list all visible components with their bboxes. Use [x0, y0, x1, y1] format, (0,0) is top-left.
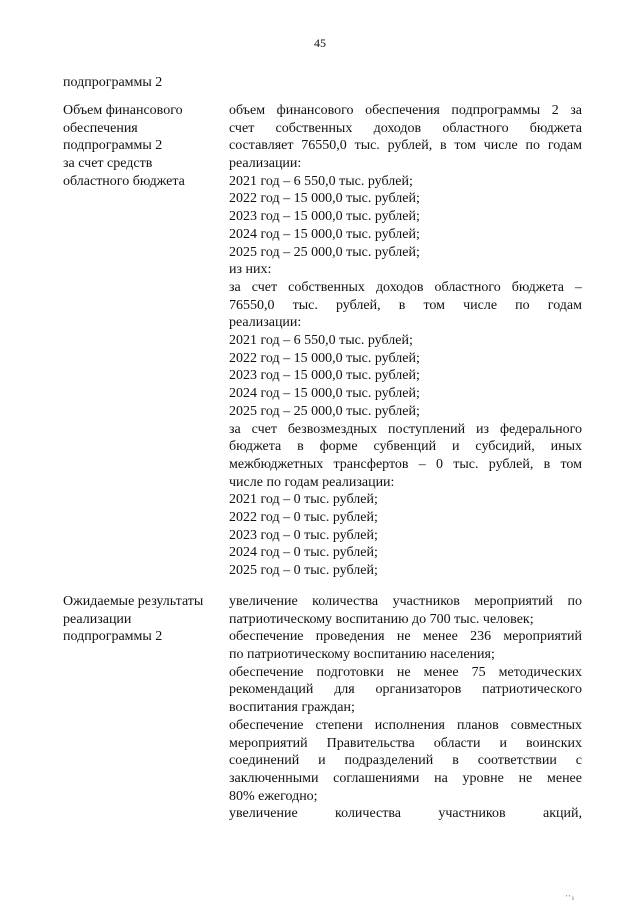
results-text-line: увеличение количества участников мероприятий по	[229, 594, 582, 609]
financing-year-line: 2025 год – 25 000,0 тыс. рублей;	[229, 403, 420, 419]
financing-text-line: межбюджетных трансфертов – 0 тыс. рублей, в том	[229, 456, 582, 472]
financing-year-line: 2023 год – 15 000,0 тыс. рублей;	[229, 209, 420, 225]
results-content	[229, 593, 582, 823]
financing-year-line: 2022 год – 15 000,0 тыс. рублей;	[229, 191, 420, 207]
scan-corner-marks: ' ' ı	[566, 894, 574, 902]
results-text-line: 80% ежегодно;	[229, 788, 318, 804]
results-label	[63, 593, 223, 646]
continuation-label: подпрограммы 2	[63, 75, 163, 90]
financing-label-line: областного бюджета	[63, 173, 185, 189]
financing-text-line: счет собственных доходов областного бюджета	[229, 120, 582, 136]
financing-year-line: 2021 год – 0 тыс. рублей;	[229, 492, 378, 508]
financing-year-line: 2023 год – 0 тыс. рублей;	[229, 527, 378, 543]
financing-text-line: 76550,0 тыс. рублей, в том числе по годам	[229, 297, 582, 313]
financing-year-line: 2022 год – 15 000,0 тыс. рублей;	[229, 350, 420, 366]
results-text-line: соединений и подразделений в соответствии с	[229, 753, 582, 769]
financing-year-line: 2024 год – 15 000,0 тыс. рублей;	[229, 226, 420, 242]
financing-label-line: за счет средств	[63, 156, 153, 172]
financing-text-line: реализации:	[229, 156, 302, 172]
financing-year-line: 2023 год – 15 000,0 тыс. рублей;	[229, 368, 420, 384]
financing-label-line: подпрограммы 2	[63, 138, 163, 154]
results-label-line: реализации	[63, 611, 132, 627]
financing-year-line: 2021 год – 6 550,0 тыс. рублей;	[229, 173, 413, 189]
results-label-line: подпрограммы 2	[63, 629, 163, 645]
financing-label-line: Объем финансового	[63, 103, 183, 118]
financing-text-line: бюджета в форме субвенций и субсидий, иных	[229, 439, 582, 455]
results-text-line: мероприятий Правительства области и воинских	[229, 735, 582, 751]
financing-year-line: 2024 год – 15 000,0 тыс. рублей;	[229, 386, 420, 402]
financing-year-line: 2021 год – 6 550,0 тыс. рублей;	[229, 333, 413, 349]
results-label-line: Ожидаемые результаты	[63, 594, 204, 609]
results-text-line: заключенными соглашениями на уровне не менее	[229, 770, 582, 786]
financing-year-line: 2025 год – 0 тыс. рублей;	[229, 563, 378, 579]
financing-text-line: из них:	[229, 262, 272, 278]
results-text-line: по патриотическому воспитанию населения;	[229, 647, 495, 663]
financing-content	[229, 102, 582, 580]
financing-text-line: объем финансового обеспечения подпрограммы 2 за	[229, 103, 582, 118]
financing-year-line: 2024 год – 0 тыс. рублей;	[229, 545, 378, 561]
results-text-line: обеспечение подготовки не менее 75 методических	[229, 664, 582, 680]
financing-text-line: за счет безвозмездных поступлений из федерального	[229, 421, 582, 437]
results-text-line: обеспечение проведения не менее 236 мероприятий	[229, 629, 582, 645]
page-number: 45	[314, 36, 326, 50]
financing-text-line: реализации:	[229, 315, 302, 331]
results-text-line: рекомендаций для организаторов патриотического	[229, 682, 582, 698]
financing-text-line: числе по годам реализации:	[229, 474, 395, 490]
financing-year-line: 2025 год – 25 000,0 тыс. рублей;	[229, 244, 420, 260]
results-text-line: обеспечение степени исполнения планов совместных	[229, 717, 582, 733]
financing-year-line: 2022 год – 0 тыс. рублей;	[229, 510, 378, 526]
results-text-line: патриотическому воспитанию до 700 тыс. человек;	[229, 611, 534, 627]
financing-label	[63, 102, 223, 191]
financing-label-line: обеспечения	[63, 120, 138, 136]
results-text-line: воспитания граждан;	[229, 700, 355, 716]
financing-text-line: за счет собственных доходов областного бюджета –	[229, 279, 582, 295]
financing-text-line: составляет 76550,0 тыс. рублей, в том числе по годам	[229, 138, 582, 154]
results-text-line: увеличение количества участников акций,	[229, 806, 582, 822]
